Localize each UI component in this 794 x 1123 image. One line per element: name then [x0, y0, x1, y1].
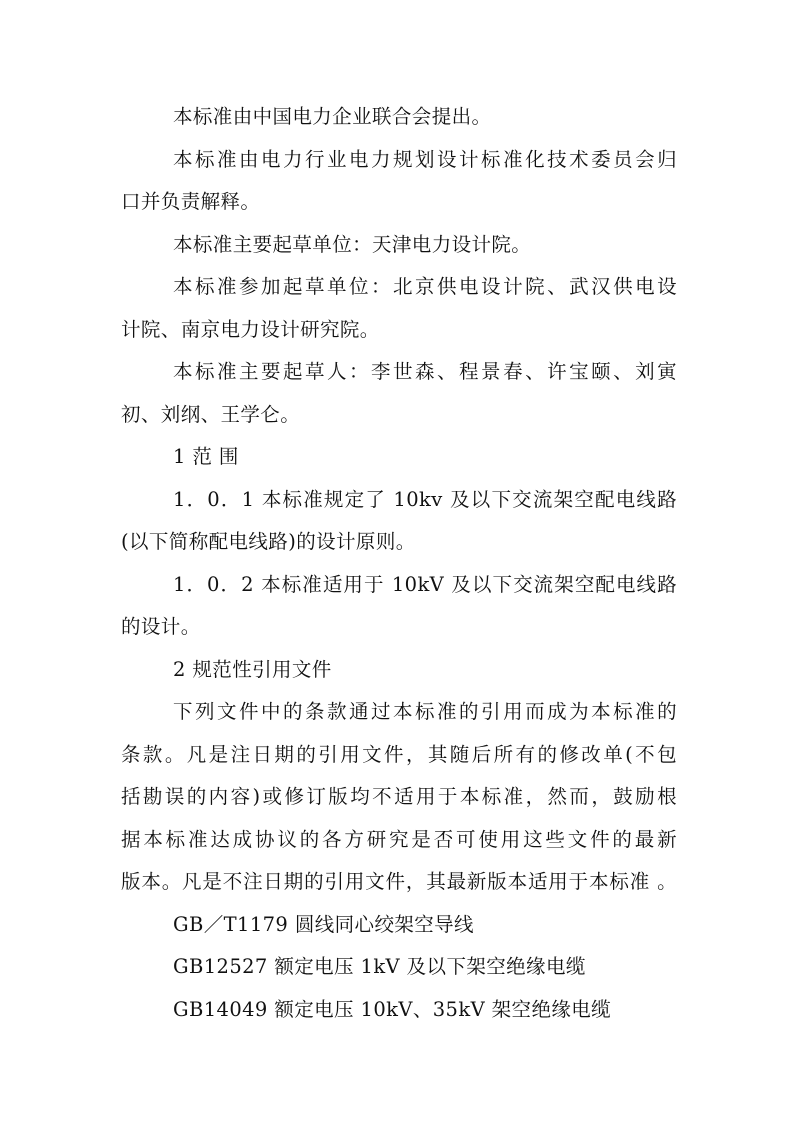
text-line: 1 范 围 — [173, 445, 239, 468]
text-line: 本标准参加起草单位：北京供电设计院、武汉供电设 — [173, 275, 677, 298]
text-line: 括勘误的内容)或修订版均不适用于本标准，然而，鼓励根 — [121, 785, 677, 808]
text-line: 版本。凡是不注日期的引用文件，其最新版本适用于本标准 。 — [121, 870, 677, 893]
text-line: 2 规范性引用文件 — [173, 657, 332, 681]
text-line: 初、刘纲、王学仑。 — [121, 402, 301, 426]
text-line: GB／T1179 圆线同心绞架空导线 — [173, 912, 474, 936]
text-line: 据本标准达成协议的各方研究是否可使用这些文件的最新 — [121, 827, 677, 851]
text-line: 1．0．2 本标准适用于 10kV 及以下交流架空配电线路 — [173, 572, 677, 596]
text-line: 条款。凡是注日期的引用文件，其随后所有的修改单(不包 — [121, 742, 677, 766]
text-line: 本标准主要起草单位：天津电力设计院。 — [173, 232, 532, 256]
text-line: 口并负责解释。 — [121, 190, 261, 213]
text-line: 本标准由电力行业电力规划设计标准化技术委员会归 — [173, 147, 677, 171]
text-line: 本标准由中国电力企业联合会提出。 — [173, 105, 492, 128]
text-line: (以下简称配电线路)的设计原则。 — [121, 530, 416, 553]
text-line: 下列文件中的条款通过本标准的引用而成为本标准的 — [173, 700, 677, 723]
text-line: 的设计。 — [121, 615, 201, 638]
text-line: 计院、南京电力设计研究院。 — [121, 317, 380, 341]
document-body — [121, 96, 677, 1031]
text-line: 本标准主要起草人：李世森、程景春、许宝颐、刘寅 — [173, 360, 677, 383]
text-line: GB14049 额定电压 10kV、35kV 架空绝缘电缆 — [173, 997, 612, 1021]
text-line: GB12527 额定电压 1kV 及以下架空绝缘电缆 — [173, 955, 586, 978]
text-line: 1．0．1 本标准规定了 10kv 及以下交流架空配电线路 — [173, 487, 677, 511]
